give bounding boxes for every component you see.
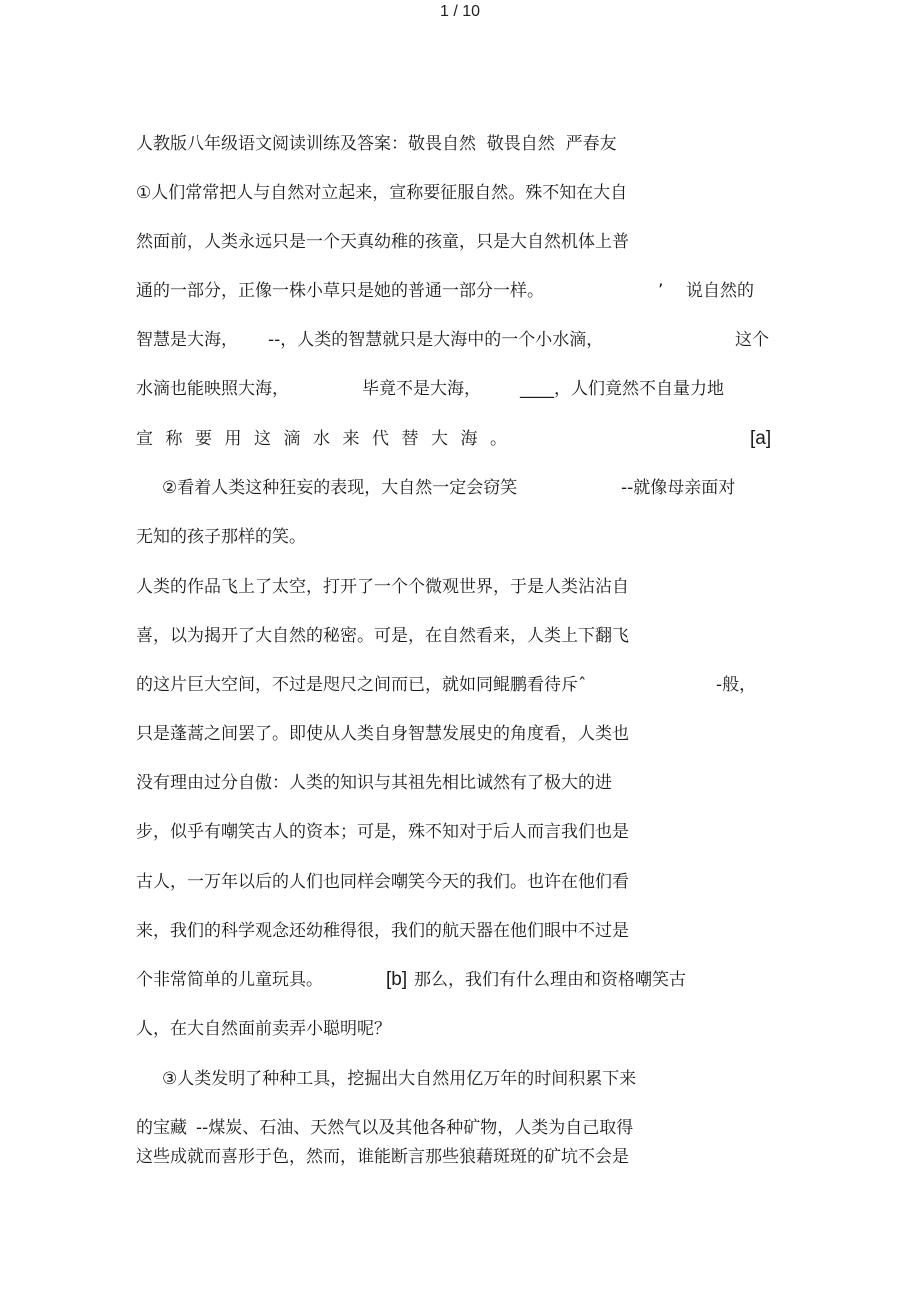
text-line: 喜，以为揭开了大自然的秘密。可是，在自然看来，人类上下翻飞 (136, 626, 629, 646)
text-fragment: 智慧是大海， (136, 330, 238, 350)
text-line: 步，似乎有嘲笑古人的资本；可是，殊不知对于后人而言我们也是 (136, 822, 629, 842)
text-fragment: --就像母亲面对 (621, 478, 736, 498)
text-line: 没有理由过分自傲：人类的知识与其祖先相比诚然有了极大的进 (136, 773, 612, 793)
text-fragment: 宣称要用这滴水来代替大海。 (136, 429, 520, 449)
text-line: 通的一部分，正像一株小草只是她的普通一部分一样。 (136, 281, 544, 301)
text-fragment: --，人类的智慧就只是大海中的一个小水滴， (268, 330, 604, 350)
text-fragment: 这个 (735, 330, 769, 350)
marker-a: [a] (750, 428, 772, 449)
text-fragment: 毕竟不是大海， (362, 379, 481, 399)
text-line: 人类的作品飞上了太空，打开了一个个微观世界，于是人类沾沾自 (136, 577, 629, 597)
text-fragment: ②看着人类这种狂妄的表现，大自然一定会窃笑 (162, 478, 518, 498)
page-indicator: 1 / 10 (439, 3, 481, 20)
marker-b: [b] (386, 969, 408, 990)
text-line: 古人，一万年以后的人们也同样会嘲笑今天的我们。也许在他们看 (136, 872, 629, 892)
text-line: 这些成就而喜形于色，然而，谁能断言那些狼藉斑斑的矿坑不会是 (136, 1147, 629, 1167)
text-line: ①人们常常把人与自然对立起来，宣称要征服自然。殊不知在大自 (136, 183, 628, 203)
text-fragment: 那么，我们有什么理由和资格嘲笑古 (414, 970, 686, 990)
text-line: 无知的孩子那样的笑。 (136, 527, 306, 547)
text-fragment: 的宝藏 (136, 1118, 187, 1138)
text-fragment: 水滴也能映照大海， (136, 379, 289, 399)
text-line: 然面前，人类永远只是一个天真幼稚的孩童，只是大自然机体上普 (136, 232, 629, 252)
text-line: 人，在大自然面前卖弄小聪明呢？ (136, 1019, 391, 1039)
document-title: 人教版八年级语文阅读训练及答案：敬畏自然 敬畏自然 严春友 (136, 134, 617, 154)
text-fragment: --煤炭、石油、天然气以及其他各种矿物，人类为自己取得 (196, 1118, 634, 1138)
text-line: 只是蓬蒿之间罢了。即使从人类自身智慧发展史的角度看，人类也 (136, 724, 629, 744)
text-fragment: ’ (658, 281, 664, 301)
text-fragment: -般， (716, 675, 757, 695)
text-line: ③人类发明了种种工具，挖掘出大自然用亿万年的时间积累下来 (162, 1069, 637, 1089)
text-fragment: 说自然的 (686, 281, 754, 301)
text-fragment: 个非常简单的儿童玩具。 (136, 970, 323, 990)
text-fragment: ____，人们竟然不自量力地 (520, 379, 724, 399)
text-fragment: 的这片巨大空间，不过是咫尺之间而已，就如同鲲鹏看待斥ˆ (136, 675, 587, 695)
text-line: 来，我们的科学观念还幼稚得很，我们的航天器在他们眼中不过是 (136, 921, 629, 941)
